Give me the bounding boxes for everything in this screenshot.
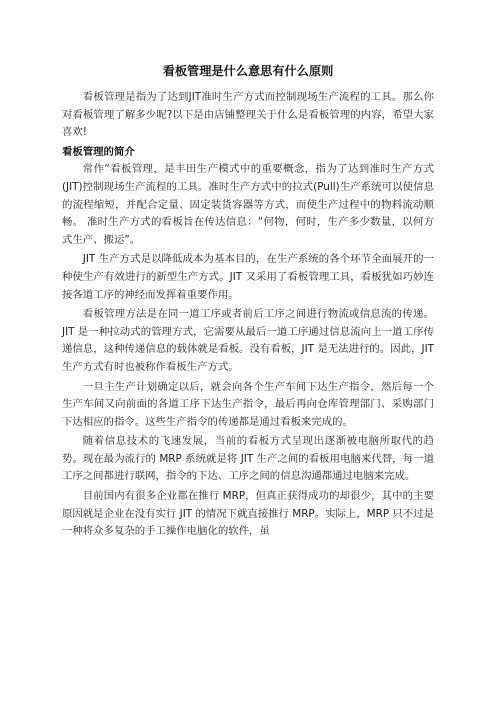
intro-paragraph: 看板管理是指为了达到JIT准时生产方式而控制现场生产流程的工具。那么你对看板管理了解多少呢?以下是由店铺整理关于什么是看板管理的内容，希望大家喜欢! xyxy=(62,91,434,139)
body-paragraph-6: 目前国内有很多企业都在推行 MRP，但真正获得成功的却很少，其中的主要原因就是企业在没有实行 JIT 的情况下就直接推行 MRP。实际上，MRP 只不过是一种将众多复杂的手工操作电脑化的软件，虽 xyxy=(62,490,434,538)
document-page xyxy=(62,62,434,543)
body-paragraph-4: 一旦主生产计划确定以后，就会向各个生产车间下达生产指令，然后每一个生产车间又向前面的各道工序下达生产指令，最后再向仓库管理部门、采购部门下达相应的指令。这些生产指令的传递都是通过看板来完成的。 xyxy=(62,380,434,428)
body-paragraph-2: JIT 生产方式是以降低成本为基本目的，在生产系统的各个环节全面展开的一种使生产有效进行的新型生产方式。JIT 又采用了看板管理工具，看板犹如巧妙连接各道工序的神经而发挥着重要作用。 xyxy=(62,253,434,301)
document-title: 看板管理是什么意思有什么原则 xyxy=(162,64,334,78)
section-heading: 看板管理的简介 xyxy=(62,145,135,158)
body-paragraph-1: 常作“看板管理，是丰田生产模式中的重要概念，指为了达到准时生产方式(JIT)控制现场生产流程的工具。准时生产方式中的拉式(Pull)生产系统可以使信息的流程缩短，并配合定量、固定装货容器等方式，而使生产过程中的物料流动顺畅。 准时生产方式的看板旨在传达信息：“何物，何时，生产多少数量，以何方式生产、搬运”。 xyxy=(62,163,434,246)
body-paragraph-3: 看板管理方法是在同一道工序或者前后工序之间进行物流或信息流的传递。JIT 是一种拉动式的管理方式，它需要从最后一道工序通过信息流向上一道工序传递信息，这种传递信息的载体就是看板。没有看板，JIT 是无法进行的。因此，JIT 生产方式有时也被称作看板生产方式。 xyxy=(62,308,434,373)
body-paragraph-5: 随着信息技术的飞速发展，当前的看板方式呈现出逐渐被电脑所取代的趋势。现在最为流行的 MRP 系统就是将 JIT 生产之间的看板用电脑来代替，每一道工序之间都进行联网，指令的下达、工序之间的信息沟通都通过电脑来完成。 xyxy=(62,435,434,483)
